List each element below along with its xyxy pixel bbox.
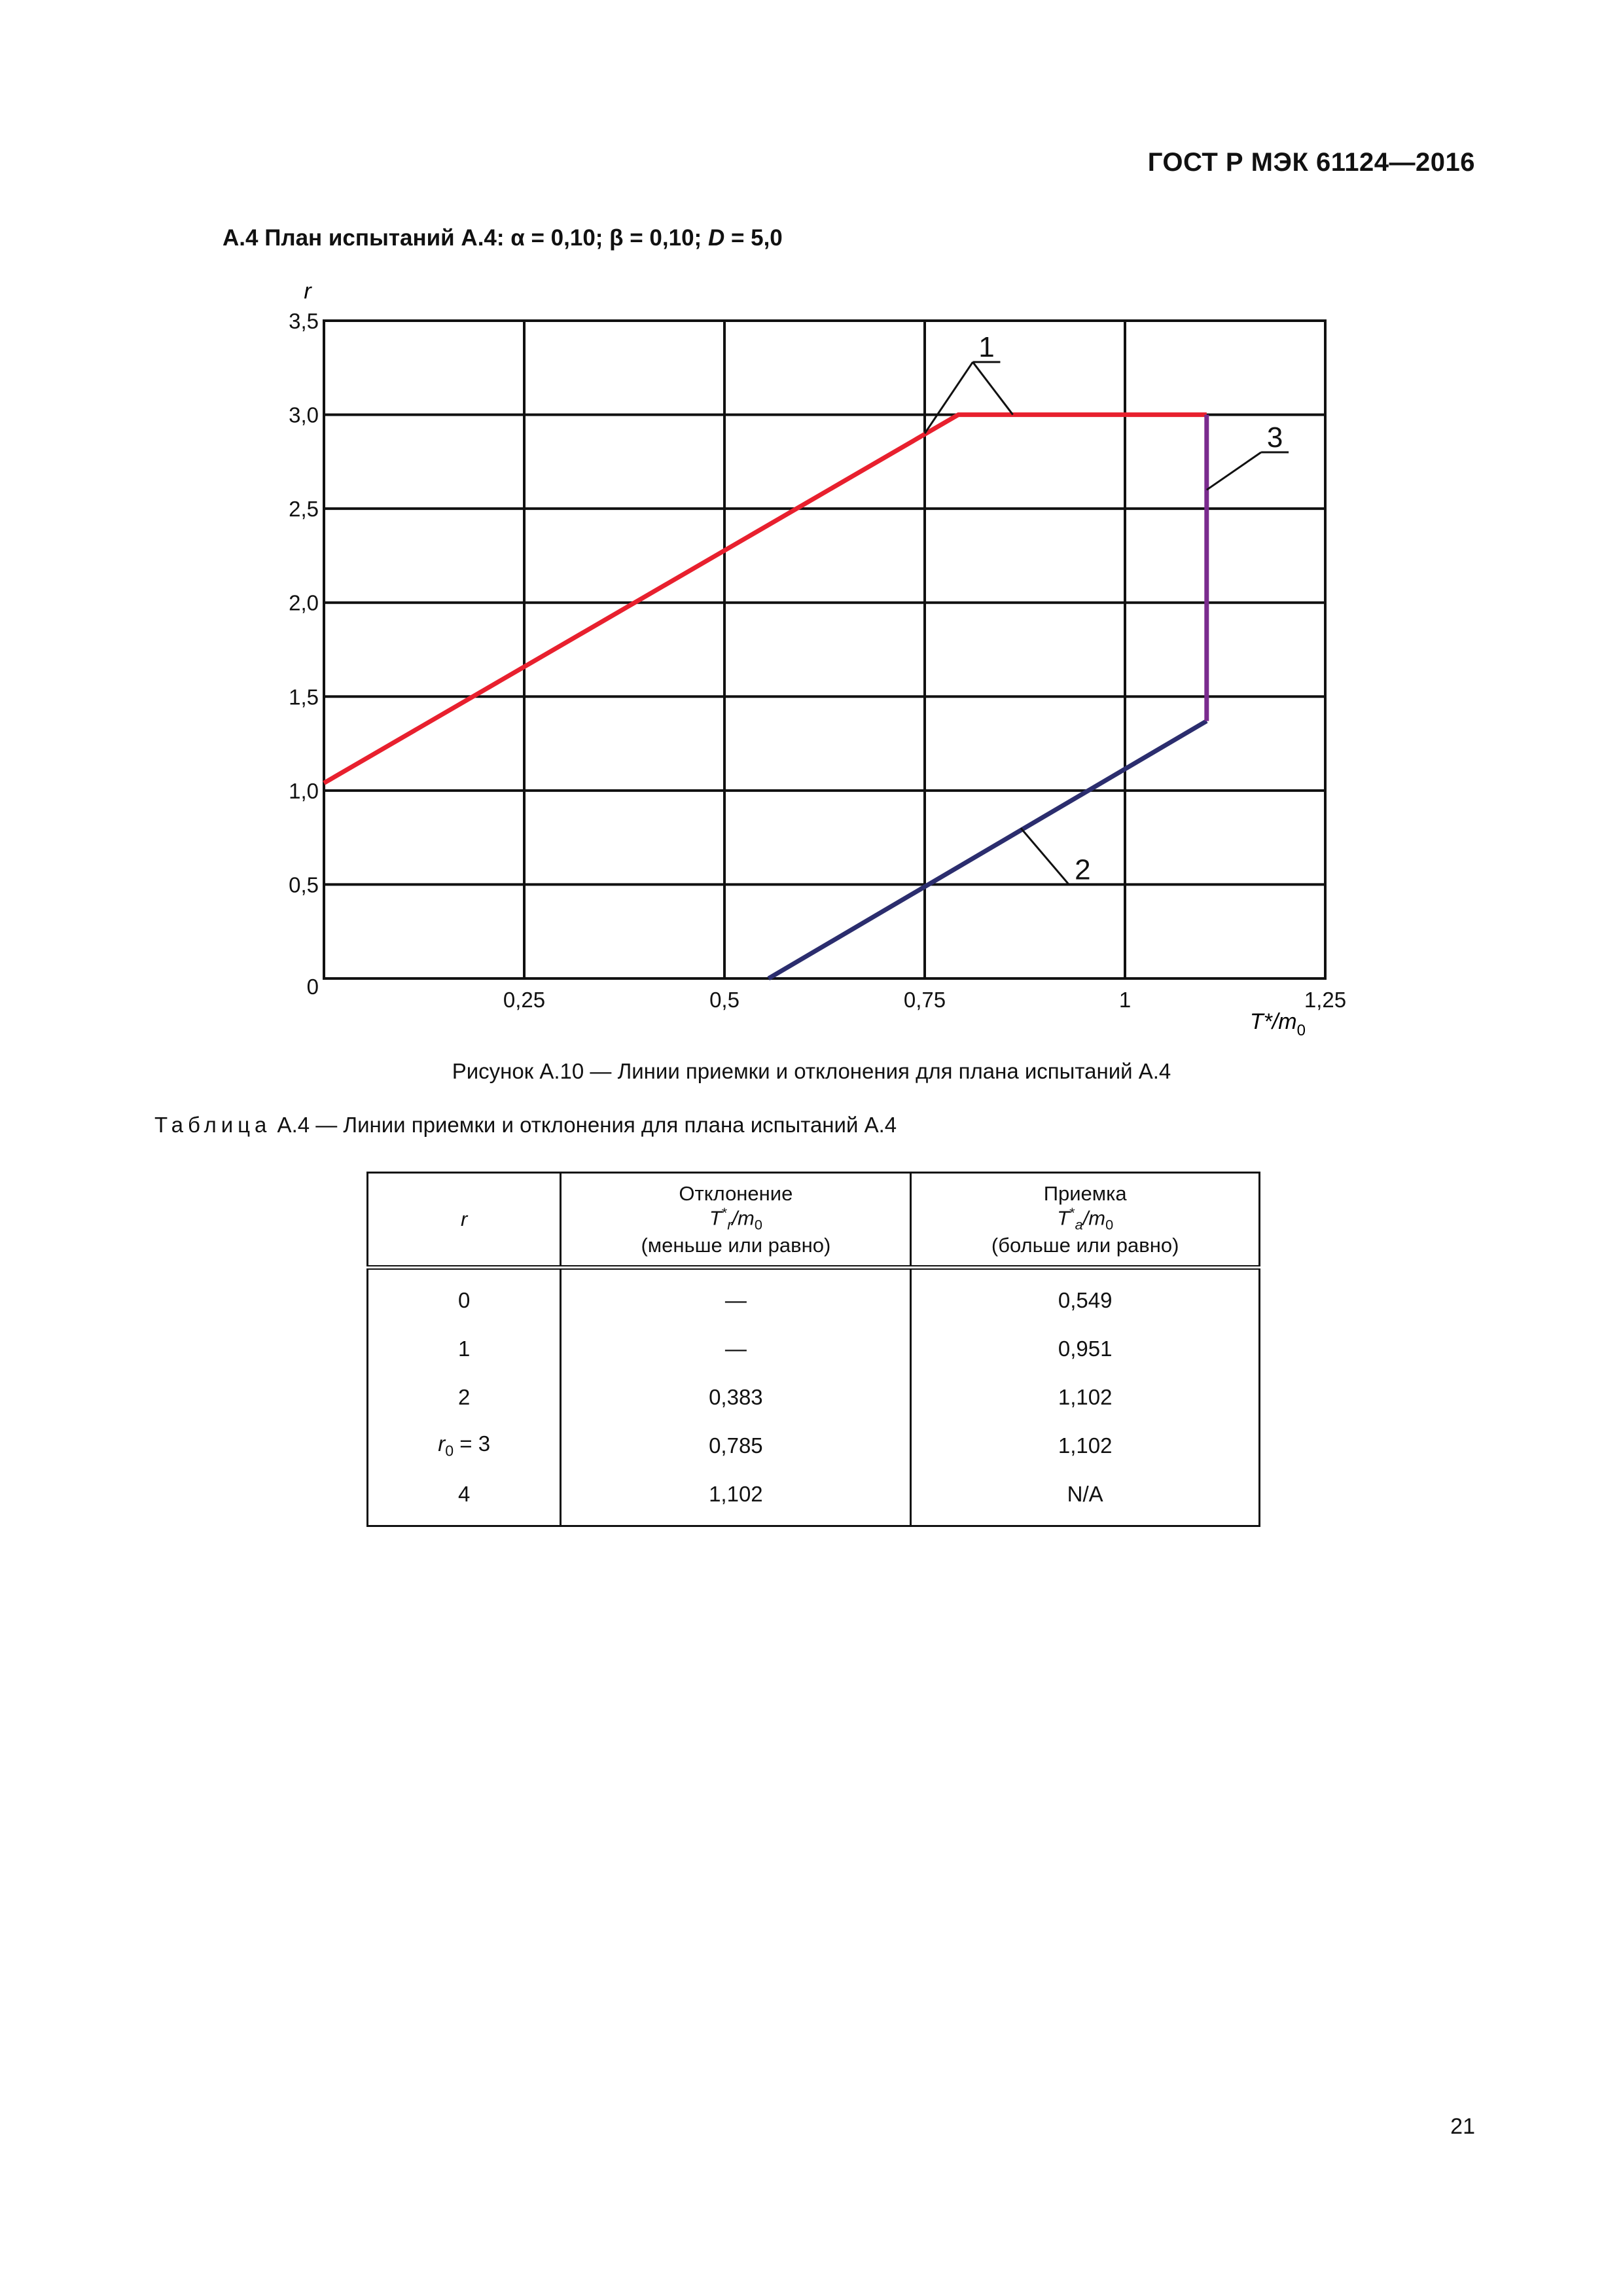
y-tick-label: 0 [306,975,319,999]
cell-rejection: 1,102 [561,1470,911,1526]
header-acceptance-title: Приемка [1043,1181,1127,1205]
document-id: ГОСТ Р МЭК 61124—2016 [1147,148,1475,177]
cell-r: $r_0 = 3$ [368,1422,561,1470]
x-tick-label: 1,25 [1304,988,1347,1012]
series-label: 2 [1075,853,1091,886]
x-tick-label: 0,5 [709,988,740,1012]
series-line-1 [324,415,1207,783]
cell-acceptance: 0,549 [911,1268,1260,1325]
cell-acceptance: N/A [911,1470,1260,1526]
section-d-value: = 5,0 [724,225,783,251]
table-row [368,1325,1260,1373]
cell-acceptance: 1,102 [911,1373,1260,1422]
figure-caption: Рисунок А.10 — Линии приемки и отклонения для плана испытаний А.4 [452,1059,1171,1083]
section-params: α = 0,10; β = 0,10; [510,225,708,251]
x-axis-label: $T*/m_0$ [1249,1009,1306,1039]
y-axis-label: r [304,279,312,304]
table-row [368,1268,1260,1325]
header-rejection [561,1173,911,1268]
section-title [223,225,783,251]
section-prefix: А.4 План испытаний А.4: [223,225,511,251]
y-tick-label: 1,5 [289,685,319,709]
table-title-text: А.4 — Линии приемки и отклонения для плана испытаний А.4 [271,1113,897,1137]
leader-line [972,362,1012,414]
table-title [154,1113,897,1138]
leader-line [1021,828,1069,884]
cell-acceptance: 0,951 [911,1325,1260,1373]
header-rejection-formula: $T^*_r/m_0$ [709,1204,762,1233]
cell-r: 4 [368,1470,561,1526]
y-tick-label: 0,5 [289,872,319,897]
section-d-symbol: D [707,225,725,251]
cell-acceptance: 1,102 [911,1422,1260,1470]
header-acceptance [911,1173,1260,1268]
table-header-row [368,1173,1260,1268]
page-number: 21 [1450,2114,1475,2139]
x-tick-label: 0,25 [503,988,546,1012]
data-table [366,1172,1260,1527]
series-line-2 [768,721,1207,978]
cell-rejection: 0,383 [561,1373,911,1422]
cell-r: 2 [368,1373,561,1422]
table-title-label: Таблица [154,1113,272,1137]
table-row [368,1373,1260,1422]
series-label: 3 [1266,422,1283,454]
cell-r: 1 [368,1325,561,1373]
cell-rejection: 0,785 [561,1422,911,1470]
chart-grid [324,321,1325,978]
chart [249,268,1374,1047]
cell-rejection: — [561,1325,911,1373]
header-acceptance-note: (больше или равно) [991,1233,1179,1257]
header-rejection-note: (меньше или равно) [641,1233,831,1257]
series-label: 1 [978,331,995,364]
leader-line [1207,452,1261,490]
y-tick-label: 2,5 [289,497,319,522]
y-tick-label: 3,5 [289,309,319,333]
header-rejection-title: Отклонение [679,1181,793,1205]
plot-frame [324,321,1325,978]
header-acceptance-formula: $T^*_a/m_0$ [1057,1204,1114,1233]
x-tick-label: 0,75 [903,988,946,1012]
cell-r: 0 [368,1268,561,1325]
header-r: r [368,1173,561,1268]
y-tick-label: 3,0 [289,403,319,427]
table-row [368,1422,1260,1470]
x-tick-label: 1 [1118,988,1132,1012]
table-row [368,1470,1260,1526]
cell-rejection: — [561,1268,911,1325]
y-tick-label: 2,0 [289,590,319,615]
y-tick-label: 1,0 [289,778,319,803]
